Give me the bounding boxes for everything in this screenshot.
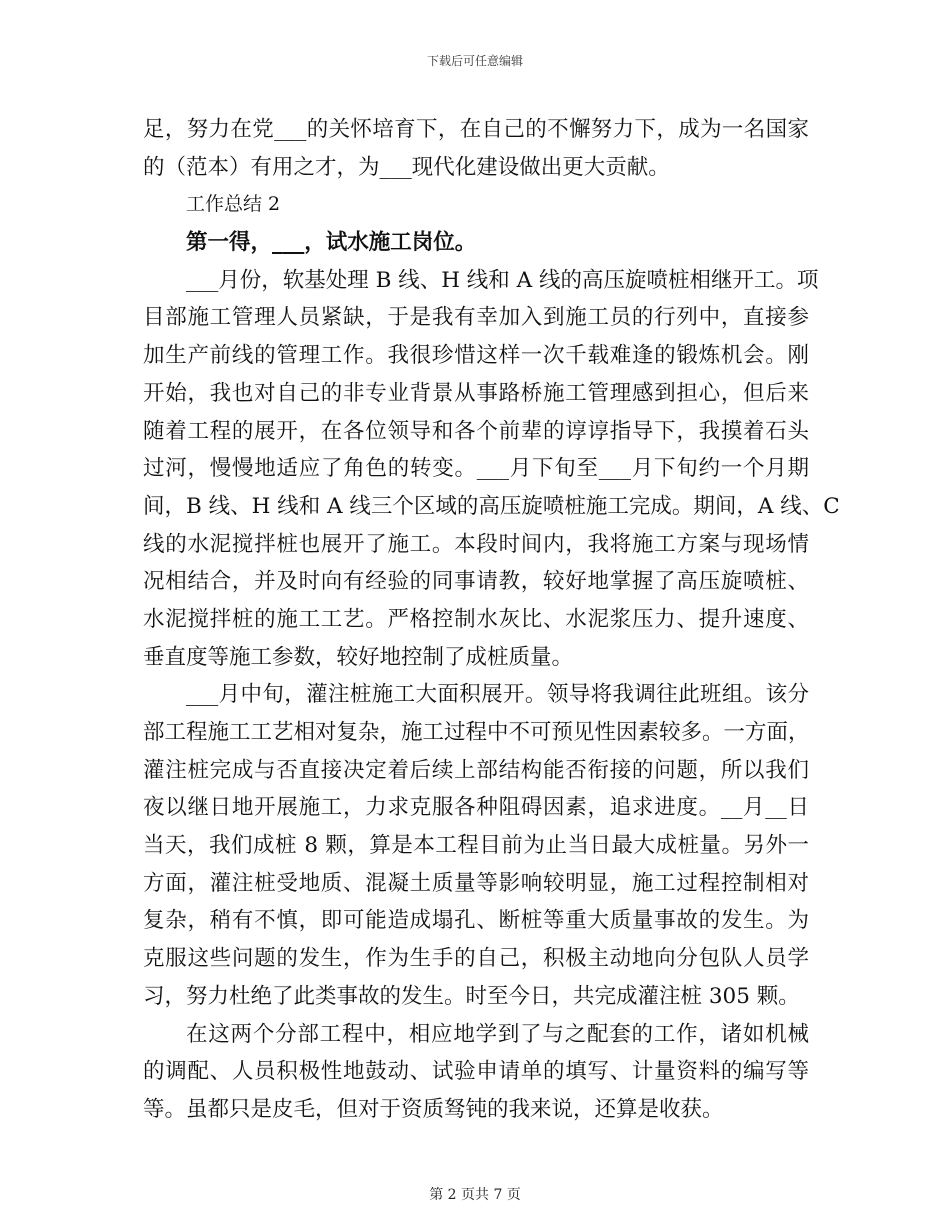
body-line: 加生产前线的管理工作。我很珍惜这样一次千载难逢的锻炼机会。刚 — [143, 343, 809, 369]
body-line: 随着工程的展开，在各位领导和各个前辈的谆谆指导下，我摸着石头 — [143, 418, 809, 444]
body-line: 开始，我也对自己的非专业背景从事路桥施工管理感到担心，但后来 — [143, 380, 809, 406]
body-line: 水泥搅拌桩的施工工艺。严格控制水灰比、水泥浆压力、提升速度、 — [143, 606, 809, 632]
body-line: 线的水泥搅拌桩也展开了施工。本段时间内，我将施工方案与现场情 — [143, 531, 809, 557]
body-line: ___月中旬，灌注桩施工大面积展开。领导将我调往此班组。该分 — [186, 682, 809, 708]
body-line: 间，B 线、H 线和 A 线三个区域的高压旋喷桩施工完成。期间，A 线、C — [143, 493, 840, 519]
body-line: 目部施工管理人员紧缺，于是我有幸加入到施工员的行列中，直接参 — [143, 305, 809, 331]
section-heading: 第一得，___，试水施工岗位。 — [186, 230, 477, 256]
body-line: 的调配、人员积极性地鼓动、试验申请单的填写、计量资料的编写等 — [143, 1059, 809, 1085]
section-title: 工作总结 2 — [186, 193, 281, 216]
body-line: 复杂，稍有不慎，即可能造成塌孔、断桩等重大质量事故的发生。为 — [143, 908, 809, 934]
body-line: 灌注桩完成与否直接决定着后续上部结构能否衔接的问题，所以我们 — [143, 757, 809, 783]
body-line: 克服这些问题的发生，作为生手的自己，积极主动地向分包队人员学 — [143, 946, 809, 972]
body-line: ___月份，软基处理 B 线、H 线和 A 线的高压旋喷桩相继开工。项 — [186, 267, 819, 293]
body-line: 足，努力在党___的关怀培育下，在自己的不懈努力下，成为一名国家 — [143, 117, 809, 142]
document-body — [143, 111, 840, 1129]
body-line: 垂直度等施工参数，较好地控制了成桩质量。 — [143, 644, 574, 670]
body-line: 夜以继日地开展施工，力求克服各种阻碍因素，追求进度。__月__日 — [143, 795, 809, 821]
body-line: 部工程施工工艺相对复杂，施工过程中不可预见性因素较多。一方面， — [143, 720, 810, 745]
body-line: 况相结合，并及时向有经验的同事请教，较好地掌握了高压旋喷桩、 — [143, 569, 809, 595]
body-line: 等。虽都只是皮毛，但对于资质驽钝的我来说，还算是收获。 — [143, 1096, 724, 1122]
body-line: 过河，慢慢地适应了角色的转变。___月下旬至___月下旬约一个月期 — [143, 456, 809, 482]
body-line: 方面，灌注桩受地质、混凝土质量等影响较明显，施工过程控制相对 — [143, 870, 809, 896]
body-line: 在这两个分部工程中，相应地学到了与之配套的工作，诸如机械 — [186, 1021, 809, 1047]
body-line: 的（范本）有用之才，为___现代化建设做出更大贡献。 — [143, 154, 670, 180]
body-line: 习，努力杜绝了此类事故的发生。时至今日，共完成灌注桩 305 颗。 — [143, 983, 800, 1009]
page-footer: 第 2 页共 7 页 — [429, 1187, 521, 1203]
body-line: 当天，我们成桩 8 颗，算是本工程目前为止当日最大成桩量。另外一 — [143, 833, 809, 859]
page-header: 下载后可任意编辑 — [426, 54, 523, 68]
